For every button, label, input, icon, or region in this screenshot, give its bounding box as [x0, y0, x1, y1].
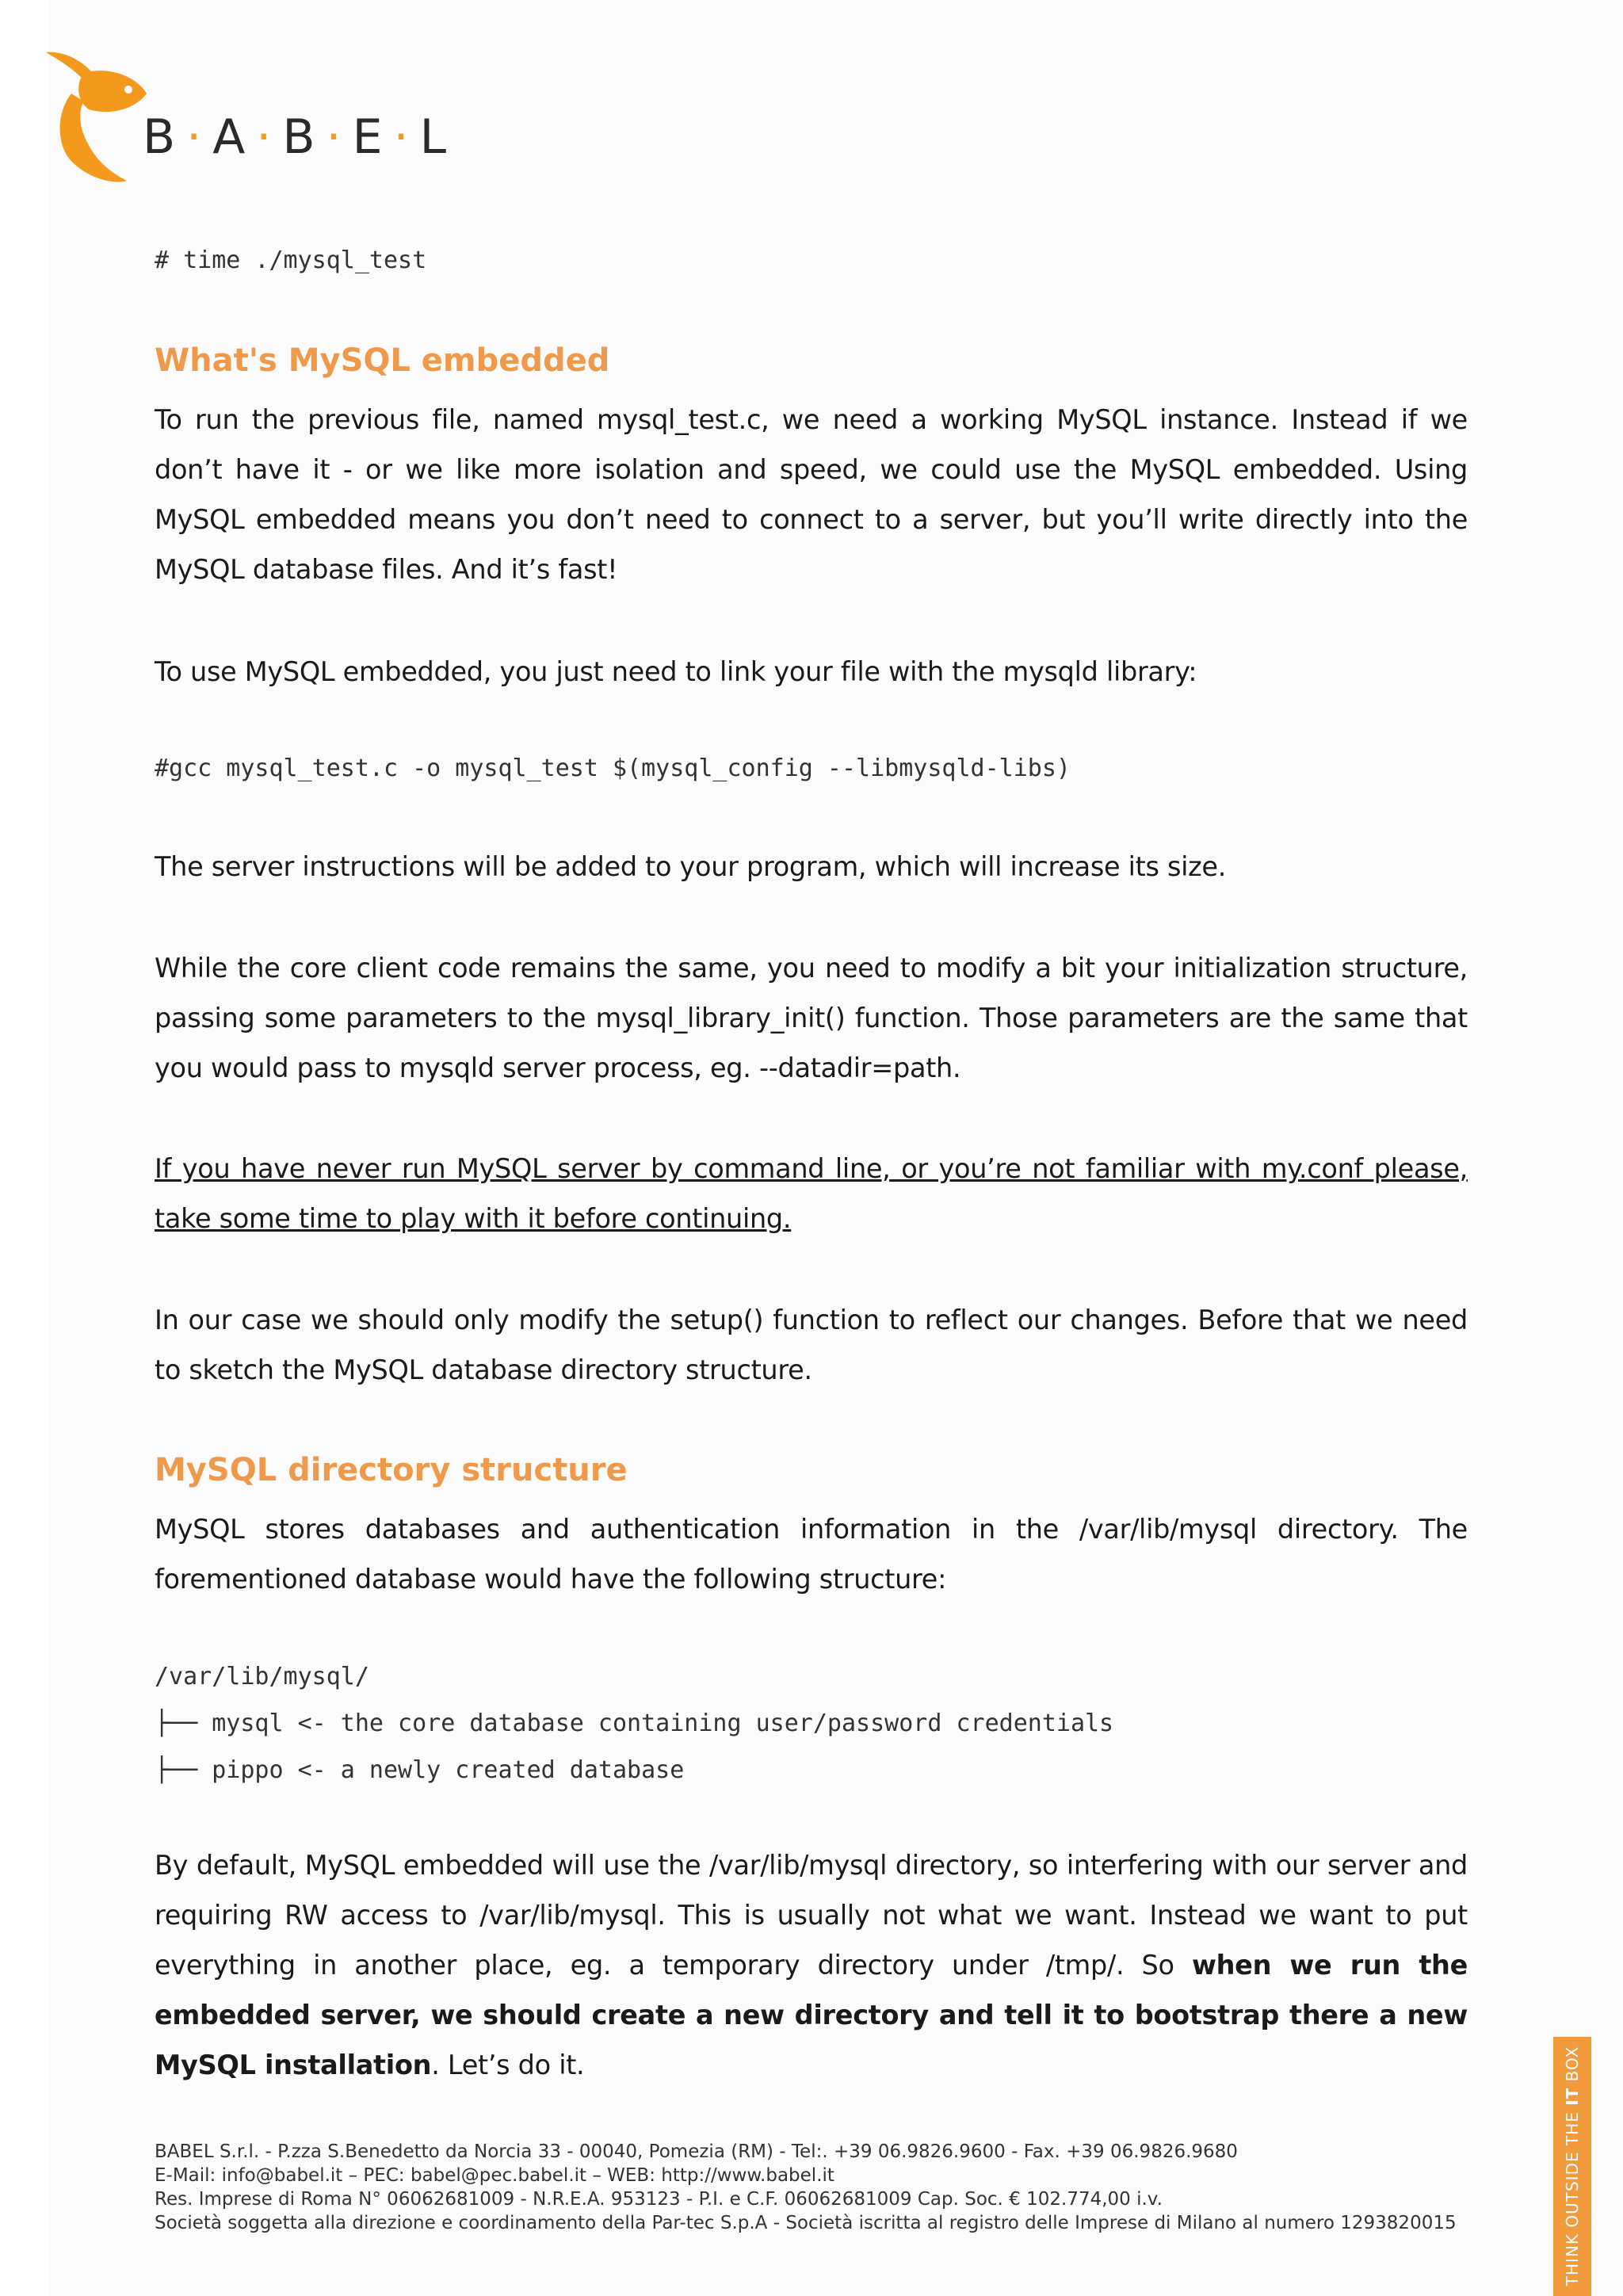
footer-line-contact: E-Mail: info@babel.it – PEC: babel@pec.babel.it – WEB: http://www.babel.it	[155, 2165, 834, 2186]
paragraph-default-end: . Let’s do it.	[431, 2050, 585, 2080]
heading-mysql-embedded: What's MySQL embedded	[155, 342, 610, 379]
paragraph-init-structure: While the core client code remains the same, you need to modify a bit your initialization structure, passing some parameters to the mysql_library_init() function. Those parameters are the same that you would pass to mysqld server process, eg. --datadir=path.	[155, 953, 1468, 1083]
fish-logo-icon	[40, 46, 158, 189]
footer-line-registry: Res. Imprese di Roma N° 06062681009 - N.R.E.A. 953123 - P.I. e C.F. 06062681009 Cap. Soc. € 102.774,00 i.v.	[155, 2189, 1163, 2210]
paragraph-default-text: By default, MySQL embedded will use the /var/lib/mysql directory, so interfering with our server and requiring RW access to /var/lib/mysql. This is usually not what we want. Instead we want to put everything in another place, eg. a temporary directory under /tmp/. So	[155, 1850, 1468, 1981]
code-tree-pippo: ├── pippo <- a newly created database	[155, 1756, 685, 1784]
paragraph-setup-function: In our case we should only modify the setup() function to reflect our changes. Before that we need to sketch the MySQL database directory structure.	[155, 1305, 1468, 1385]
footer-line-company: Società soggetta alla direzione e coordinamento della Par-tec S.p.A - Società iscritta al registro delle Imprese di Milano al numero 1293820015	[155, 2213, 1457, 2233]
paragraph-default-directory	[155, 1840, 1468, 2090]
slogan-bold: IT	[1563, 2087, 1582, 2106]
heading-directory-structure: MySQL directory structure	[155, 1452, 628, 1488]
footer	[155, 2140, 1502, 2235]
code-gcc-command: #gcc mysql_test.c -o mysql_test $(mysql_config --libmysqld-libs)	[155, 755, 1071, 782]
paragraph-server-size: The server instructions will be added to your program, which will increase its size.	[155, 851, 1227, 882]
paragraph-default-bold: when we run the embedded server, we should create a new directory and tell it to bootstrap there a new MySQL installation	[155, 1950, 1468, 2080]
code-tree-root: /var/lib/mysql/	[155, 1663, 369, 1690]
slogan-post: BOX	[1563, 2046, 1582, 2088]
paragraph-underlined-note: If you have never run MySQL server by command line, or you’re not familiar with my.conf please, take some time to play with it before continuing.	[155, 1153, 1468, 1234]
slogan-pre: THINK OUTSIDE THE	[1563, 2105, 1582, 2286]
paragraph-var-lib-mysql: MySQL stores databases and authentication information in the /var/lib/mysql directory. The forementioned database would have the following structure:	[155, 1514, 1468, 1595]
code-tree-mysql: ├── mysql <- the core database containing user/password credentials	[155, 1710, 1114, 1737]
paragraph-intro: To run the previous file, named mysql_test.c, we need a working MySQL instance. Instead if we don’t have it - or we like more isolation and speed, we could use the MySQL embedded. Using MySQL embedded means you don’t need to connect to a server, but you’ll write directly into the MySQL database files. And it’s fast!	[155, 404, 1468, 585]
paragraph-link-library: To use MySQL embedded, you just need to link your file with the mysqld library:	[155, 656, 1197, 687]
side-slogan-text	[1563, 2046, 1582, 2286]
footer-line-address: BABEL S.r.l. - P.zza S.Benedetto da Norcia 33 - 00040, Pomezia (RM) - Tel:. +39 06.9826.9600 - Fax. +39 06.9826.9680	[155, 2141, 1238, 2162]
logo-wordmark: B · A · B · E · L	[143, 109, 450, 165]
code-time-command: # time ./mysql_test	[155, 246, 427, 274]
babel-logo	[40, 46, 452, 189]
